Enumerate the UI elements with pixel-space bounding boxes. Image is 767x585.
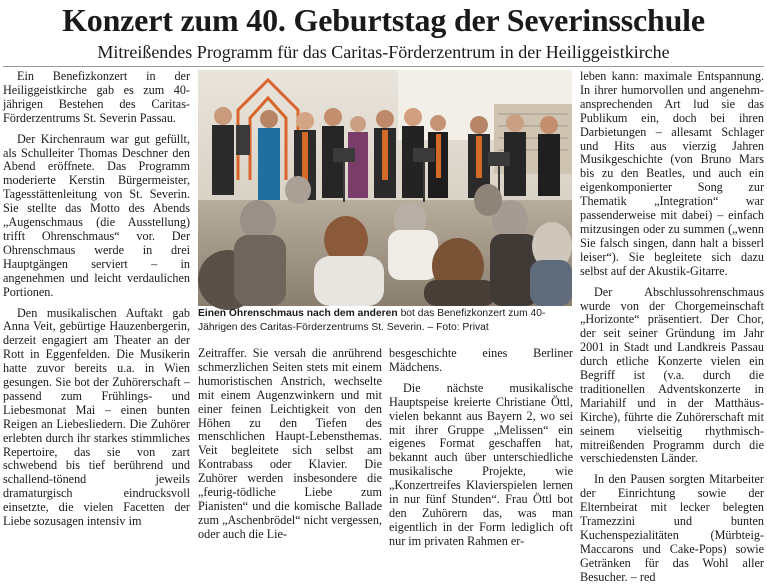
paragraph-opening: Der Kirchenraum war gut gefüllt, als Schulleiter Thomas Deschner den Abend eröffnete. Das Programm moderierte Kerstin Bürgermeister, Tagesstättenleitung von St. Severin. Sie stellte das Motto des Abends „Augenschmaus (die Ausstellung) trifft Ohrenschmaus“ vor. Der Ohrenschmaus werde in drei Hauptgängen serviert – in angenehmen und leicht verdaulichen Portionen. [3,131,190,299]
author-sign: – red [627,569,656,584]
article-headline: Konzert zum 40. Geburtstag der Severinsschule [62,2,705,38]
paragraph-veit-continued: Zeitraffer. Sie versah die anrührend schmerzlichen Seiten stets mit einem humoristischen Anstrich, wechselte mit einem Augenzwinkern und mit einer feinen Leichtigkeit von den Höhen zu den Tiefen des menschlichen Haupt-Lebensthemas. Veit begleitete sich selbst am Kontrabass oder Klavier. Die Zuhörer werden insbesondere die „feurig-tödliche Liebe zum Pianisten“ und die komische Ballade zum „Aschenbrödel“ nicht vergessen, oder auch die Lie- [198,346,382,541]
paragraph-pauses-text: In den Pausen sorgten Mitarbeiter der Einrichtung sowie der Elternbeirat mit lecker belegten Tramezzini und bunten Kuchenspezialitäten (Mürbteig-Maccarons und Cake-Pops) sowie Getränken für das Wohl aller Besucher. [580,472,764,584]
caption-text: bot das Benefizkonzert zum 40-Jährigen des Caritas-Förderzentrums St. Severin. [198,308,546,333]
concert-photo [198,70,572,306]
paragraph-pauses [580,473,764,584]
article-subheadline: Mitreißendes Programm für das Caritas-Förderzentrum in der Heiliggeistkirche [97,42,670,62]
paragraph-christiane-oettl: Die nächste musikalische Hauptspeise kreierte Christiane Öttl, vielen bekannt aus Bayern 2, wo sei mit ihrer Gruppe „Melissen“ ein eigenes Format geschaffen hat, bekannt auch über unterschiedliche musikalische Projekte, wie „Konzertreifes Klavierspielen lernen in nur fünf Stunden“. Frau Öttl bot den Zuhörern das, was man eigentlich in der Form lediglich oft nur im privaten Rahmen er- [389,380,573,548]
headline-divider [3,66,764,67]
paragraph-anna-veit: Den musikalischen Auftakt gab Anna Veit, gebürtige Hauzenbergerin, derzeit engagiert am Theater an der Rott in Eggenfelden. Die Musikerin hatte zuvor bereits u.a. in Wien gesungen. Sie bot der Zuhörerschaft – passend zum Frühlings- und Liebesmonat Mai – einen bunten Reigen an Liebesliedern. Die Zuhörer erlebten durch ihr starkes stimmliches Repertoire, das sie von zart schwebend bis tief berührend und schallend-tönend jeweils dramaturgisch eindrucksvoll einsetzte, die vielen Facetten der Liebe sozusagen intensiv im [3,305,190,529]
text-column-1 [3,70,190,536]
photo-credit: – Foto: Privat [424,322,489,333]
concert-photo-image [198,70,572,306]
paragraph-intro: Ein Benefizkonzert in der Heiliggeistkirche gab es zum 40-jährigen Bestehen des Caritas-Förderzentrums St. Severin Passau. [3,69,190,125]
caption-lead: Einen Ohrenschmaus nach dem anderen [198,308,398,319]
paragraph-oettl-continued: leben kann: maximale Entspannung. In ihrer humorvollen und angenehm-ansprechenden Art lud sie das Publikum ein, doch bei ihren Darbietungen – allesamt Schlager und Hits aus vierzig Jahren Musikgeschichte (von Bruno Mars bis zu den Beatles, und auch ein eigenkomponierter Song zur Thematik „Integration“ war passenderweise mit dabei) – einfach mitzusingen oder zu summen („wenn Sie falsch singen, dann halt a bisserl leiser“). Sie begleitete sich dazu selbst auf der Akustik-Gitarre. [580,69,764,278]
text-column-3 [389,346,573,548]
paragraph-horizonte-choir: Der Abschlussohrenschmaus wurde von der Chorgemeinschaft „Horizonte“ präsentiert. Der Chor, der seit seiner Gründung im Jahr 2001 in Stadt und Landkreis Passau durch etliche Konzerte vielen ein Begriff ist (v.a. durch die traditionellen Adventskonzerte in Mariahilf und in der Matthäus-Kirche), führte die Zuhörerschaft mit seinem vielseitig rhythmisch-mitreißenden Programm durch die verschiedensten Länder. [580,284,764,466]
photo-caption [198,307,573,341]
text-column-4 [580,69,764,584]
paragraph-veit-end: besgeschichte eines Berliner Mädchens. [389,346,573,374]
text-column-2 [198,346,382,541]
text-columns-under-photo [198,346,573,548]
